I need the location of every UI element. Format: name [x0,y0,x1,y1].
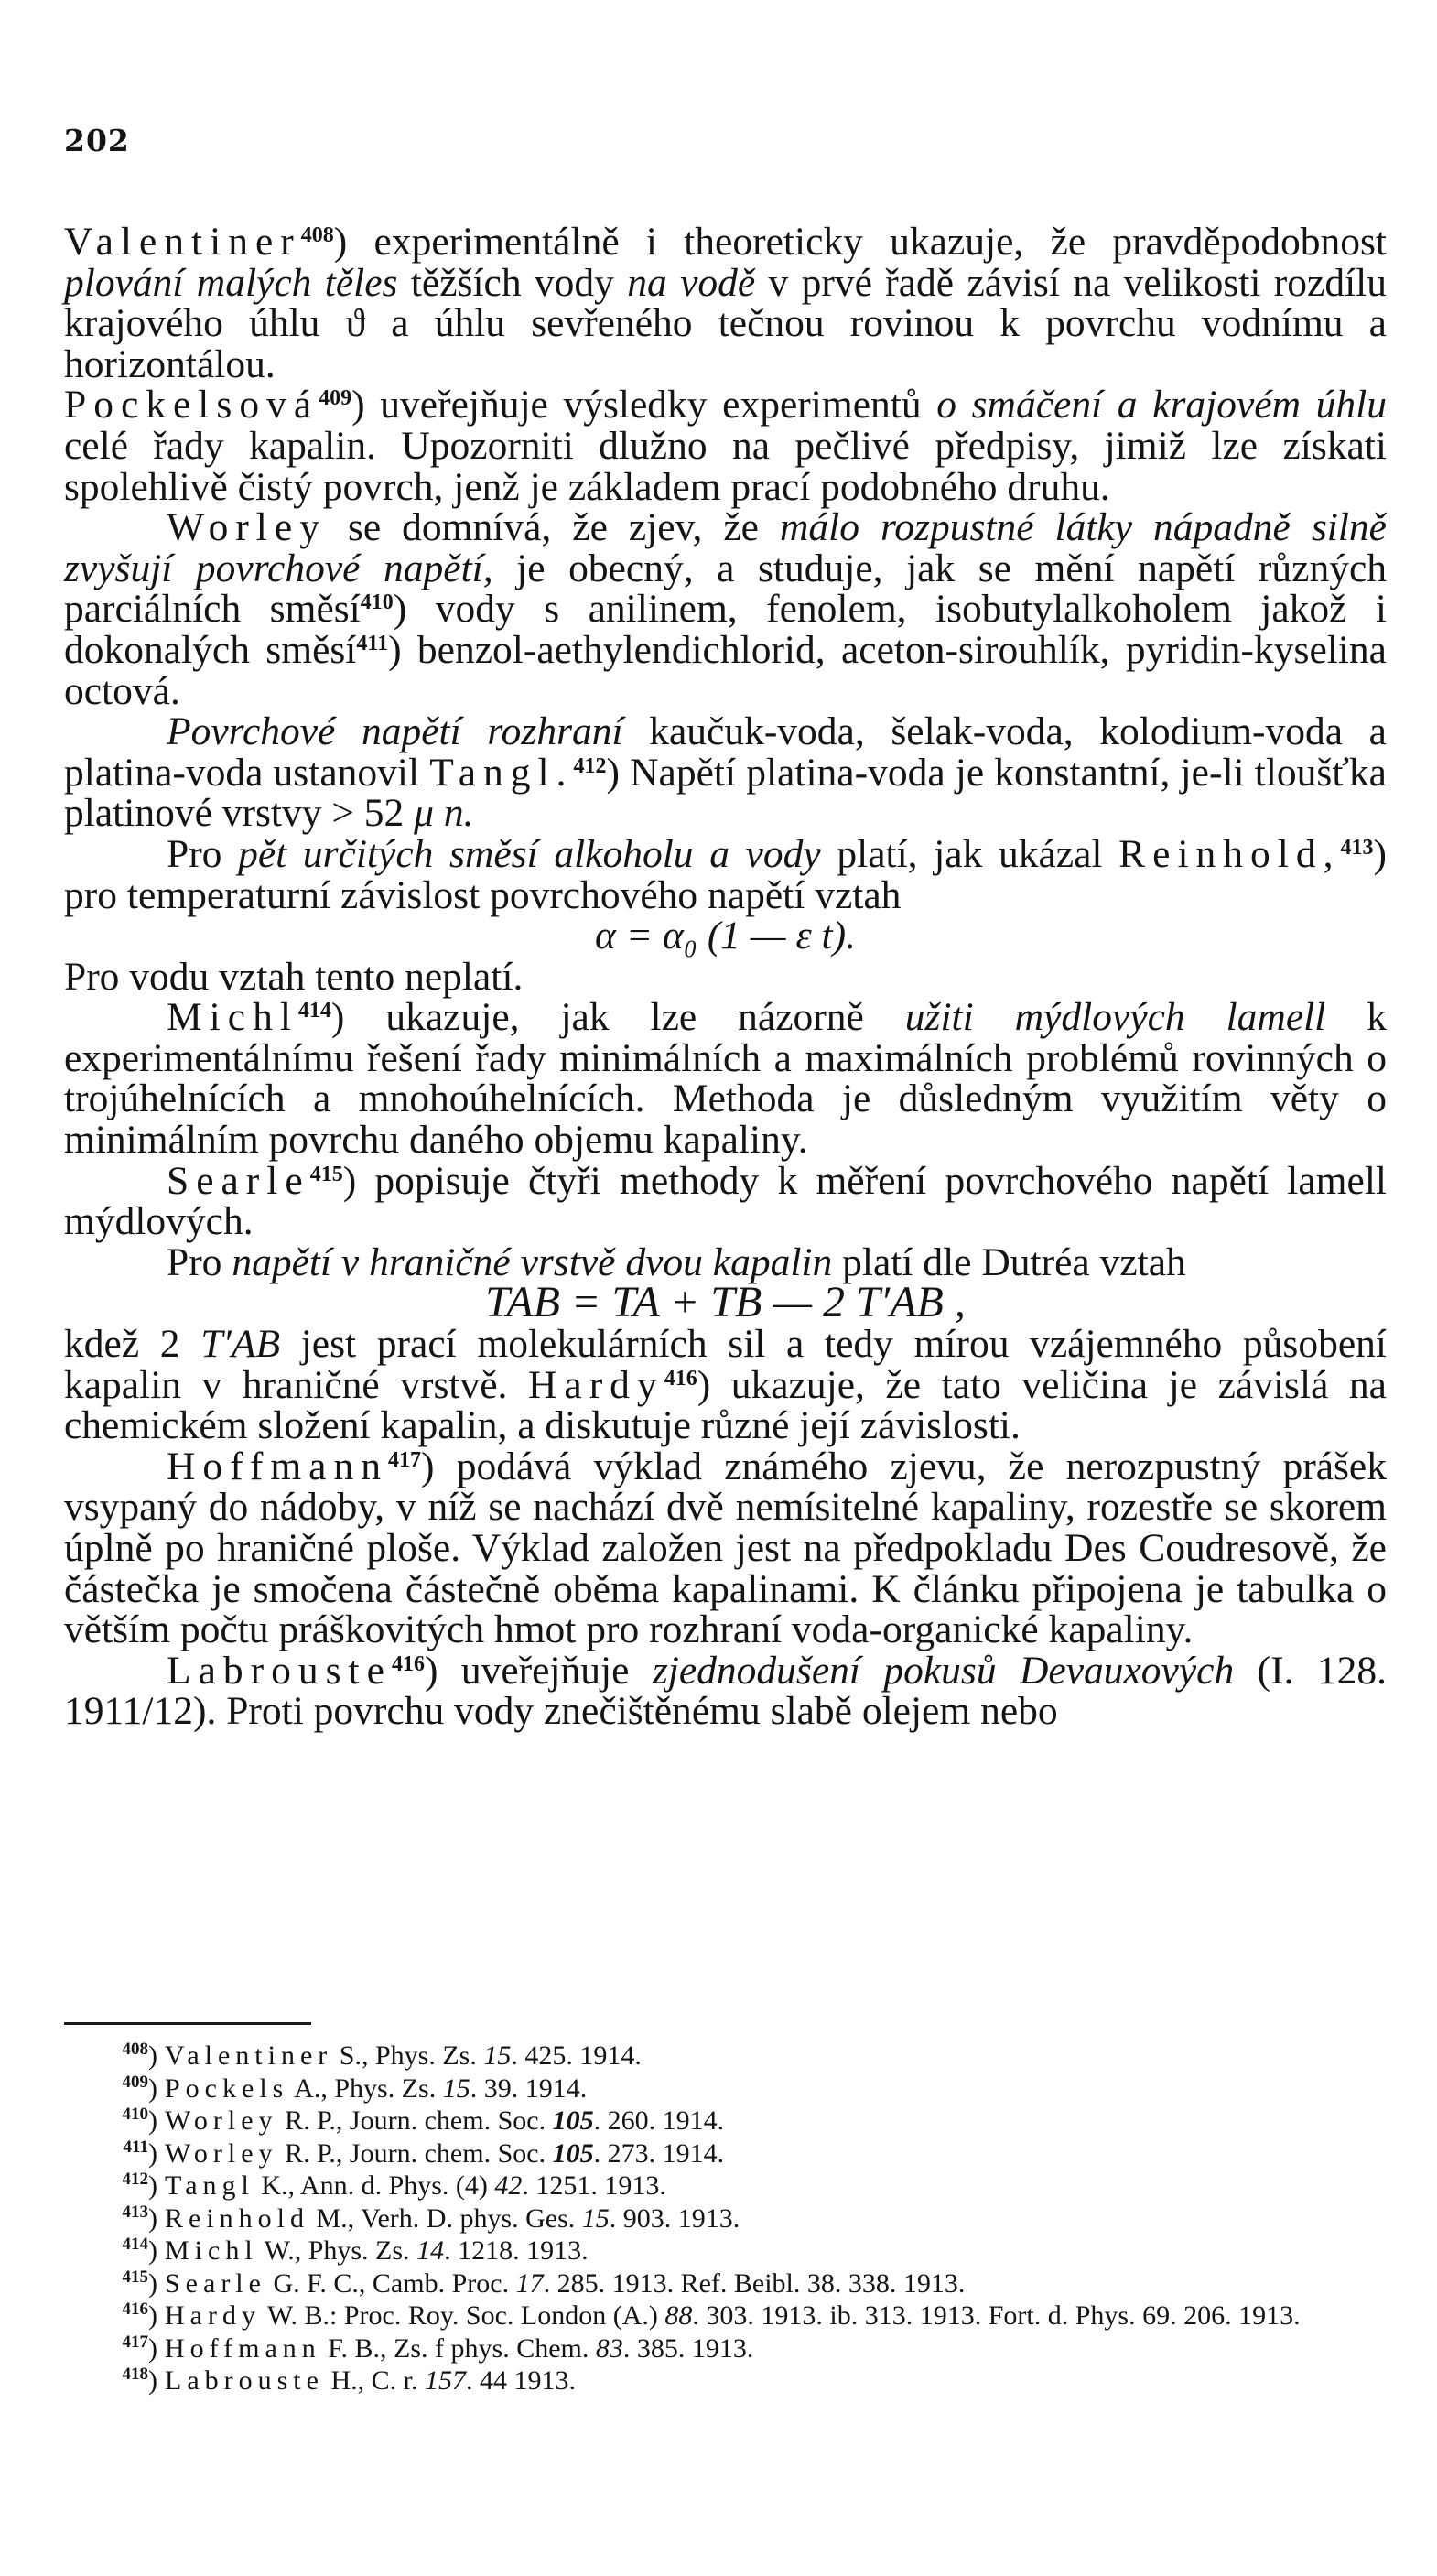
footnotes [64,2040,1387,2397]
paragraph-worley: Worley se domnívá, že zjev, že málo rozpustné látky nápadně silně zvyšují povrchové napětí, je obecný, a studuje, jak se mění napětí různých parciálních směsí$^{410}$) vody s anilinem, fenolem, isobutylalkoholem jakož i dokonalých směsí$^{411}$) benzol-aethylendichlorid, aceton-sirouhlík, pyridin-kyselina octová. [64,505,1388,713]
paragraph-hardy: kdež 2 T′AB jest prací molekulárních sil a tedy mírou vzájemného působení kapalin v hraničné vrstvě. Hardy$^{416}$) ukazuje, že tato veličina je závislá na chemickém složení kapalin, a diskutuje různé její závislosti. [64,1322,1387,1448]
footnote: $^{412}$) Tangl K., Ann. d. Phys. (4) 42. 1251. 1913. [122,2170,666,2201]
main-text [64,222,1387,1732]
equation-temperature: α = α₀ (1 — ε t). [595,914,856,958]
footnote: $^{416}$) Hardy W. B.: Proc. Roy. Soc. London (A.) 88. 303. 1913. ib. 313. 1913. Fort. d. Phys. 69. 206. 1913. [122,2300,1301,2331]
footnote: $^{413}$) Reinhold M., Verh. D. phys. Ges. 15. 903. 1913. [122,2202,740,2234]
paragraph-reinhold: Pro pět určitých směsí alkoholu a vody platí, jak ukázal Reinhold,$^{413}$) pro temperaturní závislost povrchového napětí vztah [64,831,1387,917]
paragraph-water: Pro vodu vztah tento neplatí. [64,954,524,999]
paragraph-valentiner: Valentiner$^{408}$) experimentálně i theoreticky ukazuje, že pravděpodobnost plování malých těles těžších vody na vodě v prvé řadě závisí na velikosti rozdílu krajového úhlu ϑ a úhlu sevřeného tečnou rovinou k povrchu vodnímu a horizontálou. [64,220,1387,386]
paragraph-pockelsova: Pockelsová$^{409}$) uveřejňuje výsledky experimentů o smáčení a krajovém úhlu celé řady kapalin. Upozorniti dlužno na pečlivé předpisy, jimiž lze získati spolehlivě čistý povrch, jenž je základem prací podobného druhu. [64,383,1387,509]
paragraph-tangl: Povrchové napětí rozhraní kaučuk-voda, šelak-voda, kolodium-voda a platina-voda ustanovil Tangl.$^{412}$) Napětí platina-voda je konstantní, je-li tloušťka platinové vrstvy > 52 μ n. [64,709,1387,836]
footnote: $^{417}$) Hoffmann F. B., Zs. f phys. Chem. 83. 385. 1913. [122,2332,754,2364]
footnote-divider [64,2022,311,2025]
footnote: $^{409}$) Pockels A., Phys. Zs. 15. 39. 1914. [122,2072,588,2104]
page-number: 202 [64,123,130,158]
equation-dutre: TAB = TA + TB — 2 T′AB , [485,1278,966,1327]
footnote: $^{411}$) Worley R. P., Journ. chem. Soc. 105. 273. 1914. [123,2137,725,2169]
paragraph-hoffmann: Hoffmann$^{417}$) podává výklad známého zjevu, že nerozpustný prášek vsypaný do nádoby, v níž se nachází dvě nemísitelné kapaliny, rozestře se skorem úplně po hraničné ploše. Výklad založen jest na předpokladu Des Coudresově, že částečka je smočena částečně oběma kapalinami. K článku připojena je tabulka o větším počtu práškovitých hmot pro rozhraní voda-organické kapaliny. [64,1444,1387,1652]
footnote: $^{418}$) Labrouste H., C. r. 157. 44 1913. [122,2365,576,2396]
paragraph-dutre: Pro napětí v hraničné vrstvě dvou kapalin platí dle Dutréa vztah [167,1239,1186,1284]
footnote: $^{410}$) Worley R. P., Journ. chem. Soc. 105. 260. 1914. [122,2105,725,2136]
footnote: $^{414}$) Michl W., Phys. Zs. 14. 1218. 1913. [122,2235,589,2266]
footnote: $^{415}$) Searle G. F. C., Camb. Proc. 17. 285. 1913. Ref. Beibl. 38. 338. 1913. [122,2267,966,2299]
paragraph-labrouste: Labrouste$^{416}$) uveřejňuje zjednodušení pokusů Devauxových (I. 128. 1911/12). Proti povrchu vody znečištěnému slabě olejem nebo [64,1648,1387,1734]
paragraph-searle: Searle$^{415}$) popisuje čtyři methody k měření povrchového napětí lamell mýdlových. [64,1158,1387,1244]
footnote: $^{408}$) Valentiner S., Phys. Zs. 15. 425. 1914. [122,2040,642,2071]
paragraph-michl: Michl$^{414}$) ukazuje, jak lze názorně užiti mýdlových lamell k experimentálnímu řešení řady minimálních a maximálních problémů rovinných o trojúhelnících a mnohoúhelnících. Methoda je důsledným využitím věty o minimálním povrchu daného objemu kapaliny. [64,995,1387,1163]
